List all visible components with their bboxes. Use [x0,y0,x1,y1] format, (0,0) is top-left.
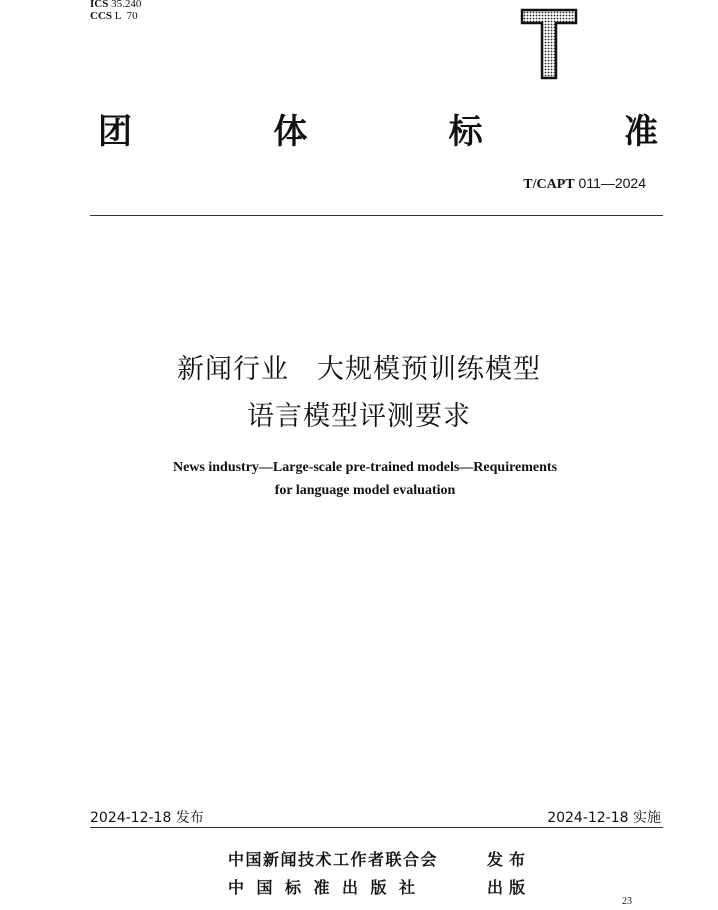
press-action: 出版 [487,878,532,897]
title-en [0,456,718,502]
title-cn-line2: 语言模型评测要求 [247,401,471,432]
standard-t-logo [520,8,578,80]
title-en-line1: News industry—Large-scale pre-trained models—Requirements [172,460,558,475]
standard-code [523,175,646,193]
ccs-label: CCS [90,10,113,22]
standard-type-char: 标 [448,112,483,152]
standard-type-char: 团 [98,112,132,152]
standard-type-char: 体 [273,112,308,152]
standard-code-prefix: T/CAPT [523,177,575,192]
issuer-action: 发布 [487,850,532,869]
issue-date: 2024-12-18 发布 [90,810,204,826]
ccs-value: L 70 [114,10,138,22]
ics-label: ICS [90,0,109,10]
ics-value: 35.240 [111,0,142,10]
standard-type-char: 准 [623,112,658,152]
top-divider [90,215,663,216]
standard-code-number: 011—2024 [578,175,646,191]
title-cn-line1: 新闻行业 大规模预训练模型 [177,354,541,385]
bottom-divider [90,827,663,828]
page-number: 23 [622,896,632,907]
publishing-house: 中国标准出版社 [228,878,428,897]
standard-type-heading [98,104,658,153]
title-en-line2: for language model evaluation [274,483,456,498]
issuing-organization: 中国新闻技术工作者联合会 [228,850,439,869]
classification-codes [90,0,141,22]
implementation-date: 2024-12-18 实施 [547,810,661,826]
